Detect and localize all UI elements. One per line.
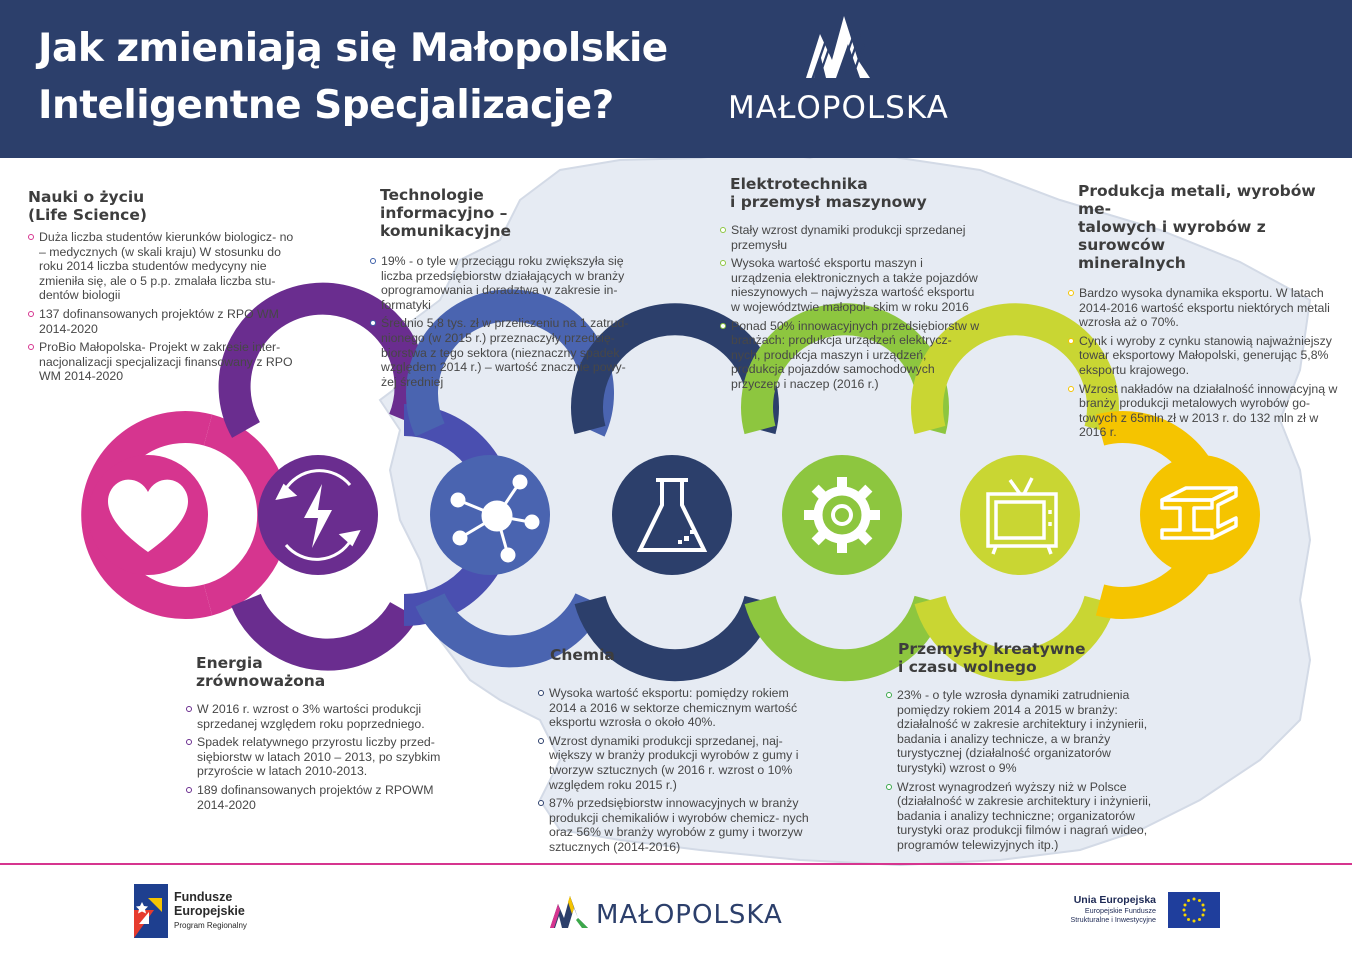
bullet-list xyxy=(28,230,298,384)
list-item: Duża liczba studentów kierunków biologicz- no – medycznych (w skali kraju) W stosunku do roku 2014 liczba studentów medycyny nie zmieniła się, ale o 5 p.p. zmalała liczba stu- dentów biologii xyxy=(28,230,298,303)
list-item: Wysoka wartość eksportu maszyn i urządzenia elektronicznych a także pojazdów nieszynowych – najwyższa wartość eksportu w województwie małopol- skim w roku 2016 xyxy=(720,256,982,314)
section-metals xyxy=(1068,182,1338,444)
bullet-list xyxy=(370,254,640,389)
fe-label-line1: Fundusze xyxy=(174,890,233,904)
fe-label-line2: Europejskie xyxy=(174,904,245,918)
section-electro xyxy=(720,175,982,396)
eu-label-line3: Strukturalne i Inwestycyjne xyxy=(1070,915,1156,924)
list-item: Spadek relatywnego przyrostu liczby przed- siębiorstw w latach 2010 – 2013, po szybkim przyroście w latach 2010-2013. xyxy=(186,735,456,779)
page-title-line2: Inteligentne Specjalizacje? xyxy=(38,83,614,128)
page-title-line1: Jak zmieniają się Małopolskie xyxy=(38,26,668,71)
section-chemistry xyxy=(538,646,813,859)
list-item: Wzrost dynamiki produkcji sprzedanej, naj- większy w branży produkcji wyrobów z gumy i tworzyw sztucznych (w 2016 r. wzrost o 10% względem roku 2015 r.) xyxy=(538,734,813,792)
list-item: Wzrost wynagrodzeń wyższy niż w Polsce (działalność w zakresie architektury i inżynierii, badania i analizy techniczne; organizatorów turystyki oraz produkcji filmów i nagrań wideo, programów telewizyjnych itp.) xyxy=(886,780,1161,853)
bullet-list xyxy=(1068,286,1338,440)
list-item: 19% - o tyle w przeciągu roku zwiększyła się liczba przedsiębiorstw działających w branży oprogramowania i doradztwa w zakresie in- formatyki xyxy=(370,254,640,312)
list-item: 189 dofinansowanych projektów z RPOWM 2014-2020 xyxy=(186,783,456,812)
section-title: Nauki o życiu (Life Science) xyxy=(28,188,147,224)
bullet-list xyxy=(720,223,982,392)
circle-metals xyxy=(1140,455,1260,575)
bullet-list xyxy=(886,688,1161,853)
eu-label-line2: Europejskie Fundusze xyxy=(1084,906,1156,915)
section-energy xyxy=(186,654,456,816)
eu-label-line1: Unia Europejska xyxy=(1073,894,1156,906)
section-creative xyxy=(886,640,1161,857)
bullet-list xyxy=(538,686,813,855)
fundusze-europejskie-logo xyxy=(134,884,274,940)
list-item: Wzrost nakładów na działalność innowacyjną w branży produkcji metalowych wyrobów go- towych z 65mln zł w 2013 r. do 132 mln zł w 2016 r. xyxy=(1068,382,1338,440)
list-item: 23% - o tyle wzrosła dynamiki zatrudnienia pomiędzy rokiem 2014 a 2015 w branży: działalność w zakresie architektury i inżynierii, badania i analizy technicze, a w branży turystycznej (działalność organizatorów turystyki) wzrost o 9% xyxy=(886,688,1161,776)
footer-divider xyxy=(0,863,1352,865)
list-item: Stały wzrost dynamiki produkcji sprzedanej przemysłu xyxy=(720,223,982,252)
circle-creative xyxy=(960,455,1080,575)
list-item: ProBio Małopolska- Projekt w zakresie inter- nacjonalizacji specjalizacji finansowany z RPO WM 2014-2020 xyxy=(28,340,298,384)
circle-chemistry xyxy=(612,455,732,575)
list-item: 137 dofinansowanych projektów z RPO WM 2014-2020 xyxy=(28,307,298,336)
list-item: W 2016 r. wzrost o 3% wartości produkcji sprzedanej względem roku poprzedniego. xyxy=(186,702,456,731)
list-item: Wysoka wartość eksportu: pomiędzy rokiem 2014 a 2016 w sektorze chemicznym wartość eksportu wzrosła o około 40%. xyxy=(538,686,813,730)
section-ict xyxy=(370,186,640,393)
eu-logo xyxy=(1040,892,1220,932)
list-item: Cynk i wyroby z cynku stanowią najważniejszy towar eksportowy Małopolski, generując 5,8% eksportu krajowego. xyxy=(1068,334,1338,378)
fe-label-line3: Program Regionalny xyxy=(174,921,247,930)
malopolska-footer-text: MAŁOPOLSKA xyxy=(596,900,783,930)
bullet-list xyxy=(186,702,456,812)
section-title: Energia zrównoważona xyxy=(196,654,326,690)
malopolska-footer-mark-icon xyxy=(550,896,588,930)
section-life-science xyxy=(28,188,298,388)
section-title: Technologie informacyjno – komunikacyjne xyxy=(380,186,511,240)
list-item: 87% przedsiębiorstw innowacyjnych w branży produkcji chemikaliów i wyrobów chemicz- nych oraz 56% w branży wyrobów z gumy i tworzyw sztucznych (2014-2016) xyxy=(538,796,813,854)
eu-flag-icon xyxy=(1168,892,1220,928)
list-item: Bardzo wysoka dynamika eksportu. W latach 2014-2016 wartość eksportu niektórych metali wzrosła aż o 70%. xyxy=(1068,286,1338,330)
malopolska-footer-logo xyxy=(550,896,783,935)
section-title: Elektrotechnika i przemysł maszynowy xyxy=(730,175,927,211)
malopolska-logo-text: MAŁOPOLSKA xyxy=(728,90,949,126)
section-title: Przemysły kreatywne i czasu wolnego xyxy=(898,640,1086,676)
list-item: Średnio 5,8 tys. zł w przeliczeniu na 1 zatrud- nionego (w 2015 r.) przeznaczyły przedsię- biorstwa z tego sektora (nieznaczny spadek względem 2014 r.) – wartość znacznie powy- żej średniej xyxy=(370,316,640,389)
section-title: Chemia xyxy=(550,646,615,664)
section-title: Produkcja metali, wyrobów me- talowych i wyrobów z surowców mineralnych xyxy=(1078,182,1316,272)
list-item: Ponad 50% innowacyjnych przedsiębiorstw w branżach: produkcja urządzeń elektrycz- nych, produkcja maszyn i urządzeń, produkcja pojazdów samochodowych przyczep i naczep (2016 r.) xyxy=(720,319,982,392)
circle-electro xyxy=(782,455,902,575)
fe-flag-icon xyxy=(134,884,168,938)
